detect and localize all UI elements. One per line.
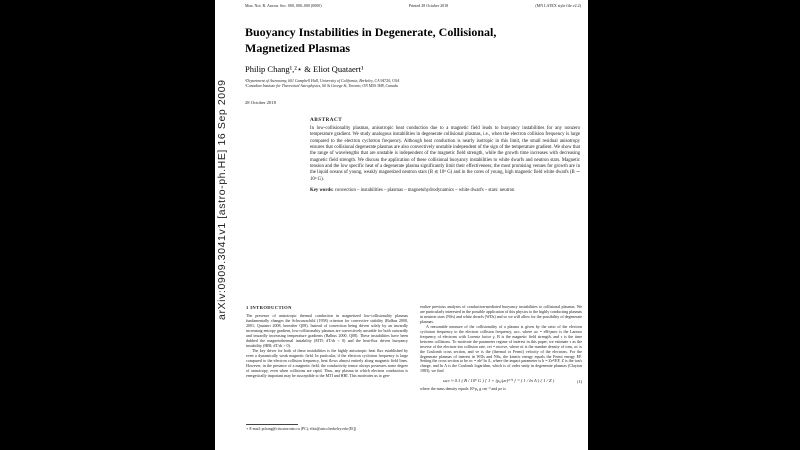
intro-paragraph-2: The key driver for both of these instabilities is the highly anisotropic heat flux established by even a dynamically weak magnetic field. In particular, if the electron cyclotron frequency is large compared to the electron collision frequency, heat flows almost entirely along magnetic field lines. However, in the presence of a magnetic field, the conductivity tensor always possesses some degree of anisotropy, even when collisions are rapid. Thus, any plasma in which electron conduction is energetically important may be susceptible to the MTI and HBI. This motivates us to gen- [246,347,408,378]
paper-title [245,24,578,56]
section-1-heading: 1 INTRODUCTION [246,305,292,310]
equation-1-row [420,378,582,384]
arxiv-watermark[interactable]: arXiv:0909.3041v1 [astro-ph.HE] 16 Sep 2009 [216,79,228,321]
intro-left-column [246,305,408,379]
journal-header [245,3,581,8]
affiliations [245,79,578,90]
affiliation-2: ²Canadian Institute for Theoretical Astrophysics, 60 St George St, Toronto, ON M5S 3H8, Canada [245,84,398,89]
journal-header-right: (MN LATEX style file v2.2) [535,3,581,8]
abstract-text: In low-collisionality plasmas, anisotropic heat conduction due to a magnetic field leads to buoyancy instabilities for any nonzero temperature gradient. We study analogous instabilities in degenerate collisional plasmas, i.e., when the electron collision frequency is large compared to the electron cyclotron frequency. Although heat conduction is nearly isotropic in this limit, the small residual anisotropy ensures that collisional degenerate plasmas are also convectively unstable independent of the sign of the temperature gradient. We show that the range of wavelengths that are unstable is independent of the magnetic field strength, while the growth time increases with decreasing magnetic field strength. We discuss the application of these collisional buoyancy instabilities to white dwarfs and neutron stars. Magnetic tension and the low specific heat of a degenerate plasma significantly limit their effectiveness; the most promising venues for growth are in the liquid oceans of young, weakly magnetized neutron stars (B ≲ 10⁹ G) and in the cores of young, high magnetic field white dwarfs (B ∼ 10⁹ G). [310,126,580,182]
paper-title-line2: Magnetized Plasmas [245,41,350,56]
abstract-heading: ABSTRACT [310,117,343,123]
footnote-rule [246,424,298,425]
equation-1: ωcτ ≈ 0.1 ( B / 10⁹ G ) [ 1 + (ρ₆/μe)²ᐟ³ ]⁻¹ ( 1 / ln Λ ) ( 1 / Z ) [442,378,555,384]
keywords-text: convection – instabilities – plasmas – magnetohydrodynamics – white dwarfs – stars: neutron [334,187,515,193]
intro-paragraph-5: where the mass density equals 10⁶ρ₆ g cm⁻³ and μe is [420,386,506,392]
intro-paragraph-1: The presence of anisotropic thermal conduction in magnetized low-collisionality plasmas fundamentally changes the Schwarzschild (1958) criterion for convective stability (Balbus 2000, 2001; Quataert 2008, hereafter Q08). Instead of convection being driven solely by an inwardly increasing entropy gradient, low-collisionality plasmas are convectively unstable for both outwardly and inwardly increasing temperature gradients (Balbus 2000, Q08). These instabilities have been dubbed the magnetothermal instability (MTI; dT/dr < 0) and the heat-flux driven buoyancy instability (HBI; dT/dr > 0). [246,313,408,348]
intro-right-column [420,305,582,392]
date-line: 28 October 2018 [245,100,276,105]
keywords-line [310,188,580,194]
authors-line: Philip Chang¹,²⋆ & Eliot Quataert¹ [245,64,364,74]
affiliation-1: ¹Department of Astronomy, 601 Campbell Hall, University of California, Berkeley, CA 94720, USA [245,79,400,83]
intro-paragraph-4: A reasonable measure of the collisionality of a plasma is given by the ratio of the electron cyclotron frequency to the electron collision frequency, ωcτ, where ωc = eB/γmec is the Larmor frequency of electrons with Lorentz factor γ, B is the magnetic field strength, and τ is the time between collisions. To motivate the parameter regime of interest in this paper, we estimate τ as the inverse of the electron-ion collision rate, νei = niσcve, where ni is the number density of ions, σc is the Coulomb cross section, and ve is the (thermal or Fermi) velocity of the electrons. For the degenerate plasmas of interest in WDs and NSs, the kinetic energy equals the Fermi energy EF. Setting the cross section to be σc = πb² ln Λ, where the impact parameter is b = Ze²/EF, Z is the ion's charge, and ln Λ is the Coulomb logarithm, which is of order unity in degenerate plasmas (Clayton 1983), we find [420,323,582,374]
journal-header-left: Mon. Not. R. Astron. Soc. 000, 000–000 (0000) [245,3,322,8]
footnote-email[interactable]: ⋆ E-mail: pchang@cita.utoronto.ca (PC); eliot@astro.berkeley.edu (EQ) [246,427,357,431]
intro-paragraph-3: eralize previous analyses of conduction-mediated buoyancy instabilities to collisional plasmas. We are particularly interested in the possible application of this physics to the highly conducting plasmas in neutron stars (NSs) and white dwarfs (WDs) and so we will allow for the possibility of degenerate plasmas. [420,304,582,324]
equation-1-number: (1) [577,378,582,384]
paper-title-line1: Buoyancy Instabilities in Degenerate, Collisional, [245,25,497,39]
journal-header-center: Printed 28 October 2018 [408,3,449,8]
footnote-block [246,424,408,432]
paper-page [215,0,588,450]
abstract-block [310,117,580,194]
keywords-label: Key words: [310,187,334,193]
